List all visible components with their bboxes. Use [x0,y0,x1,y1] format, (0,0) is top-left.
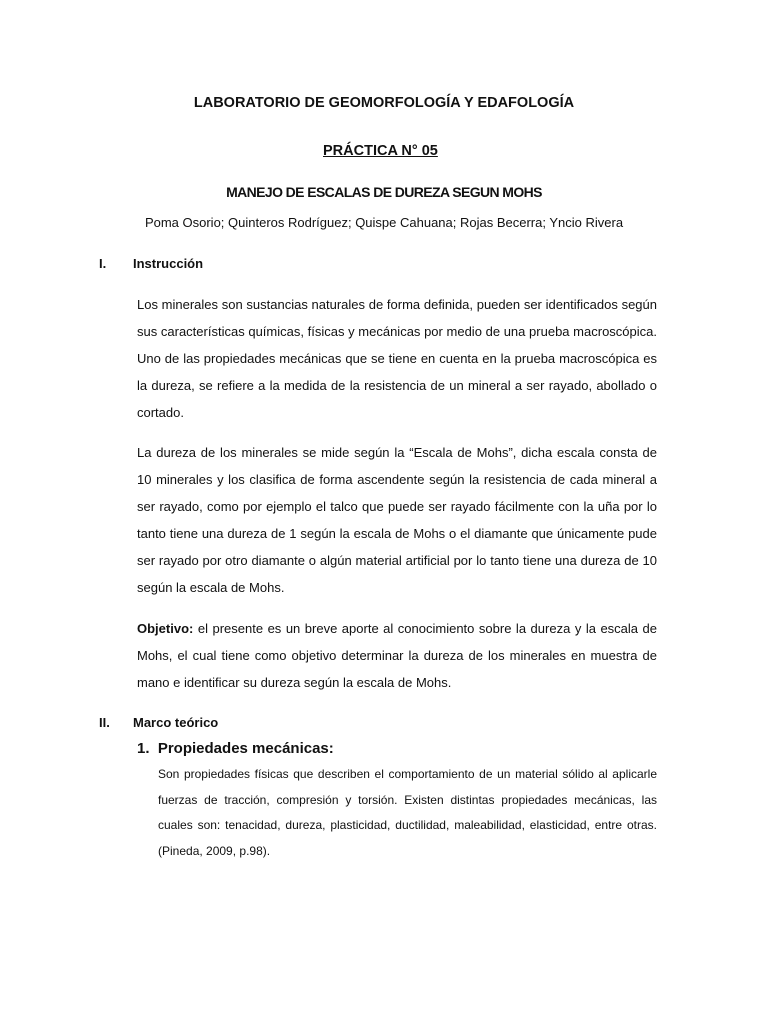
section-title: Marco teórico [133,715,219,730]
section-number: II. [99,715,110,730]
lab-title: LABORATORIO DE GEOMORFOLOGÍA Y EDAFOLOGÍA [193,95,575,111]
practice-number: PRÁCTICA N° 05 [323,143,438,159]
subsection-title: 1. Propiedades mecánicas: [137,740,334,757]
authors-line: Poma Osorio; Quinteros Rodríguez; Quispe Cahuana; Rojas Becerra; Yncio Rivera [144,215,624,230]
objective-text: el presente es un breve aporte al conocimiento sobre la dureza y la escala de Mohs, el cual tiene como objetivo determinar la dureza de los minerales en muestra de mano e identificar su dureza según la escala de Mohs. [137,621,657,690]
paragraph-objective [137,615,657,696]
paragraph-mechanical-properties: Son propiedades físicas que describen el comportamiento de un material sólido al aplicarle fuerzas de tracción, compresión y torsión. Existen distintas propiedades mecánicas, las cuales son: tenacidad, dureza, plasticidad, ductilidad, maleabilidad, elasticidad, entre otras. (Pineda, 2009, p.98). [158,767,657,858]
paragraph-mohs-scale: La dureza de los minerales se mide según la “Escala de Mohs”, dicha escala consta de 10 minerales y los clasifica de forma ascendente según la resistencia de cada mineral a ser rayado, como por ejemplo el talco que puede ser rayado fácilmente con la uña por lo tanto tiene una dureza de 1 según la escala de Mohs o el diamante que únicamente pude ser rayado por otro diamante o algún material artificial por lo tanto tiene una dureza de 10 según la escala de Mohs. [137,445,657,595]
section-title: Instrucción [133,256,204,271]
section-number: I. [99,256,107,271]
paragraph-intro: Los minerales son sustancias naturales de forma definida, pueden ser identificados según sus características químicas, físicas y mecánicas por medio de una prueba macroscópica. Uno de las propiedades mecánicas que se tiene en cuenta en la prueba macroscópica es la dureza, se refiere a la medida de la resistencia de un mineral a ser rayado, abollado o cortado. [137,297,657,420]
document-title: MANEJO DE ESCALAS DE DUREZA SEGUN MOHS [226,184,542,200]
objective-label: Objetivo: [137,621,194,636]
